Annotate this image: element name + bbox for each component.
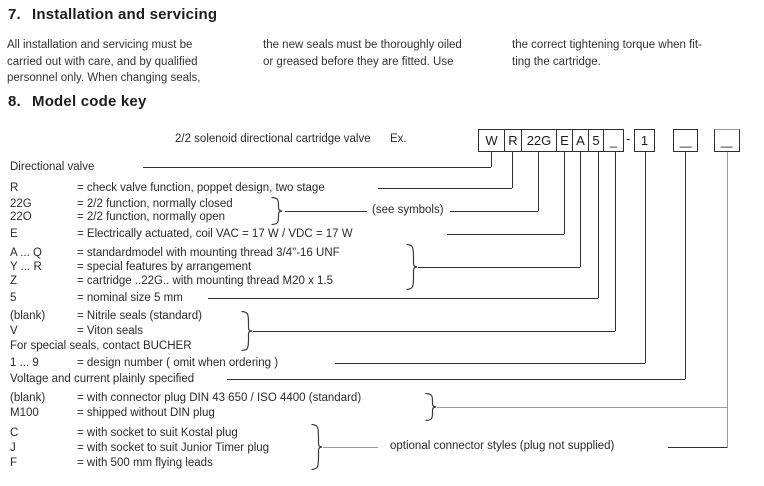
section8-title: Model code key bbox=[32, 93, 147, 110]
connector-line bbox=[615, 152, 616, 331]
brace-icon bbox=[241, 311, 254, 351]
key-row-code: V bbox=[10, 325, 18, 337]
connector-line bbox=[450, 211, 538, 212]
key-row-code: F bbox=[10, 457, 18, 469]
paragraph-line: the correct tightening torque when fit- bbox=[512, 39, 702, 51]
paragraph-line: the new seals must be thoroughly oiled bbox=[263, 39, 462, 51]
model-code-design-box: 1 bbox=[634, 129, 655, 152]
paragraph-column-2 bbox=[263, 37, 462, 70]
key-row-text: Voltage and current plainly specified bbox=[10, 373, 195, 385]
section8-heading bbox=[8, 93, 147, 110]
connector-line bbox=[227, 379, 685, 380]
connector-line bbox=[447, 234, 564, 235]
paragraph-column-3 bbox=[512, 37, 702, 70]
key-row-code: R bbox=[10, 182, 19, 194]
key-row-code: (blank) bbox=[10, 310, 46, 322]
connector-line bbox=[253, 331, 615, 332]
paragraph-line: All installation and servicing must be bbox=[7, 39, 193, 51]
key-row-text: = standardmodel with mounting thread 3/4"-16 UNF bbox=[77, 247, 340, 259]
key-row-code: Z bbox=[10, 275, 18, 287]
brace-icon bbox=[271, 197, 284, 225]
connector-line bbox=[378, 188, 512, 189]
key-row-text: = shipped without DIN plug bbox=[77, 407, 215, 419]
connector-line bbox=[564, 152, 565, 234]
key-row-text: For special seals, contact BUCHER bbox=[10, 340, 192, 352]
key-row-code: M100 bbox=[10, 407, 39, 419]
model-code-segment: R bbox=[504, 129, 522, 152]
section8-number: 8. bbox=[8, 93, 21, 110]
key-row-text: = cartridge ..22G.. with mounting thread M20 x 1.5 bbox=[77, 275, 334, 287]
key-row-text: = with 500 mm flying leads bbox=[77, 457, 213, 469]
model-code-separator: - bbox=[626, 131, 631, 146]
section7-number: 7. bbox=[8, 6, 21, 23]
model-code-segment: A bbox=[572, 129, 589, 152]
example-label: Ex. bbox=[390, 133, 407, 145]
model-code-segment: _ bbox=[603, 129, 624, 152]
connector-line bbox=[208, 298, 598, 299]
key-row-text: Directional valve bbox=[10, 161, 95, 173]
key-row-code: C bbox=[10, 427, 19, 439]
connector-line bbox=[323, 447, 378, 448]
key-row-text: = check valve function, poppet design, two stage bbox=[77, 182, 325, 194]
connector-line bbox=[668, 447, 727, 448]
connector-line bbox=[598, 152, 599, 298]
key-row-text: = special features by arrangement bbox=[77, 261, 252, 273]
connector-line bbox=[727, 152, 728, 448]
paragraph-line: carried out with care, and by qualified bbox=[7, 55, 198, 68]
key-row-text: = design number ( omit when ordering ) bbox=[77, 357, 279, 369]
model-code-blank-box: _ bbox=[673, 129, 698, 152]
key-row-code: (blank) bbox=[10, 392, 46, 404]
key-row-code: A ... Q bbox=[10, 247, 42, 259]
connector-line bbox=[580, 152, 581, 267]
key-row-code: 22O bbox=[10, 211, 32, 223]
key-row-text: = Nitrile seals (standard) bbox=[77, 310, 202, 322]
section7-title: Installation and servicing bbox=[32, 6, 218, 23]
key-row-text: = with socket to suit Kostal plug bbox=[77, 427, 238, 439]
connector-line bbox=[418, 267, 580, 268]
model-code-blank-box: _ bbox=[714, 129, 740, 152]
model-code-segment: 22G bbox=[521, 129, 557, 152]
key-row-text: = Viton seals bbox=[77, 325, 143, 337]
key-row-text: = with connector plug DIN 43 650 / ISO 4400 (standard) bbox=[77, 392, 362, 404]
model-code-caption: 2/2 solenoid directional cartridge valve bbox=[175, 133, 371, 145]
key-row-code: 22G bbox=[10, 198, 32, 210]
key-row-text: = nominal size 5 mm bbox=[77, 292, 183, 304]
key-row-text: = Electrically actuated, coil VAC = 17 W / VDC = 17 W bbox=[77, 228, 353, 240]
paragraph-line: ting the cartridge. bbox=[512, 55, 601, 68]
paragraph-line: personnel only. When changing seals, bbox=[7, 72, 201, 84]
connector-line bbox=[512, 152, 513, 188]
brace-icon bbox=[425, 393, 438, 421]
key-row-code: J bbox=[10, 442, 16, 454]
key-row-text: = 2/2 function, normally closed bbox=[77, 198, 233, 210]
connector-line bbox=[335, 363, 645, 364]
key-row-text: = 2/2 function, normally open bbox=[77, 211, 225, 223]
model-code-segment: E bbox=[556, 129, 573, 152]
key-row-code: E bbox=[10, 228, 18, 240]
model-code-segment: 5 bbox=[588, 129, 604, 152]
brace-icon bbox=[311, 424, 324, 470]
paragraph-column-1 bbox=[7, 37, 201, 87]
key-row-code: 5 bbox=[10, 292, 17, 304]
connector-line bbox=[285, 211, 367, 212]
connector-line bbox=[645, 152, 646, 363]
key-row-code: Y ... R bbox=[10, 261, 42, 273]
paragraph-line: or greased before they are fitted. Use bbox=[263, 55, 454, 68]
connector-line bbox=[685, 152, 686, 379]
model-code-segment: W bbox=[478, 129, 505, 152]
connector-line bbox=[491, 152, 492, 167]
key-row-text: = with socket to suit Junior Timer plug bbox=[77, 442, 270, 454]
see-symbols-note: (see symbols) bbox=[372, 204, 444, 216]
connector-line bbox=[437, 407, 727, 408]
section7-heading bbox=[8, 6, 217, 23]
connector-line bbox=[538, 152, 539, 211]
key-row-code: 1 ... 9 bbox=[10, 357, 39, 369]
brace-icon bbox=[406, 244, 419, 290]
optional-connectors-note: optional connector styles (plug not supplied) bbox=[390, 440, 615, 452]
connector-line bbox=[143, 167, 491, 168]
